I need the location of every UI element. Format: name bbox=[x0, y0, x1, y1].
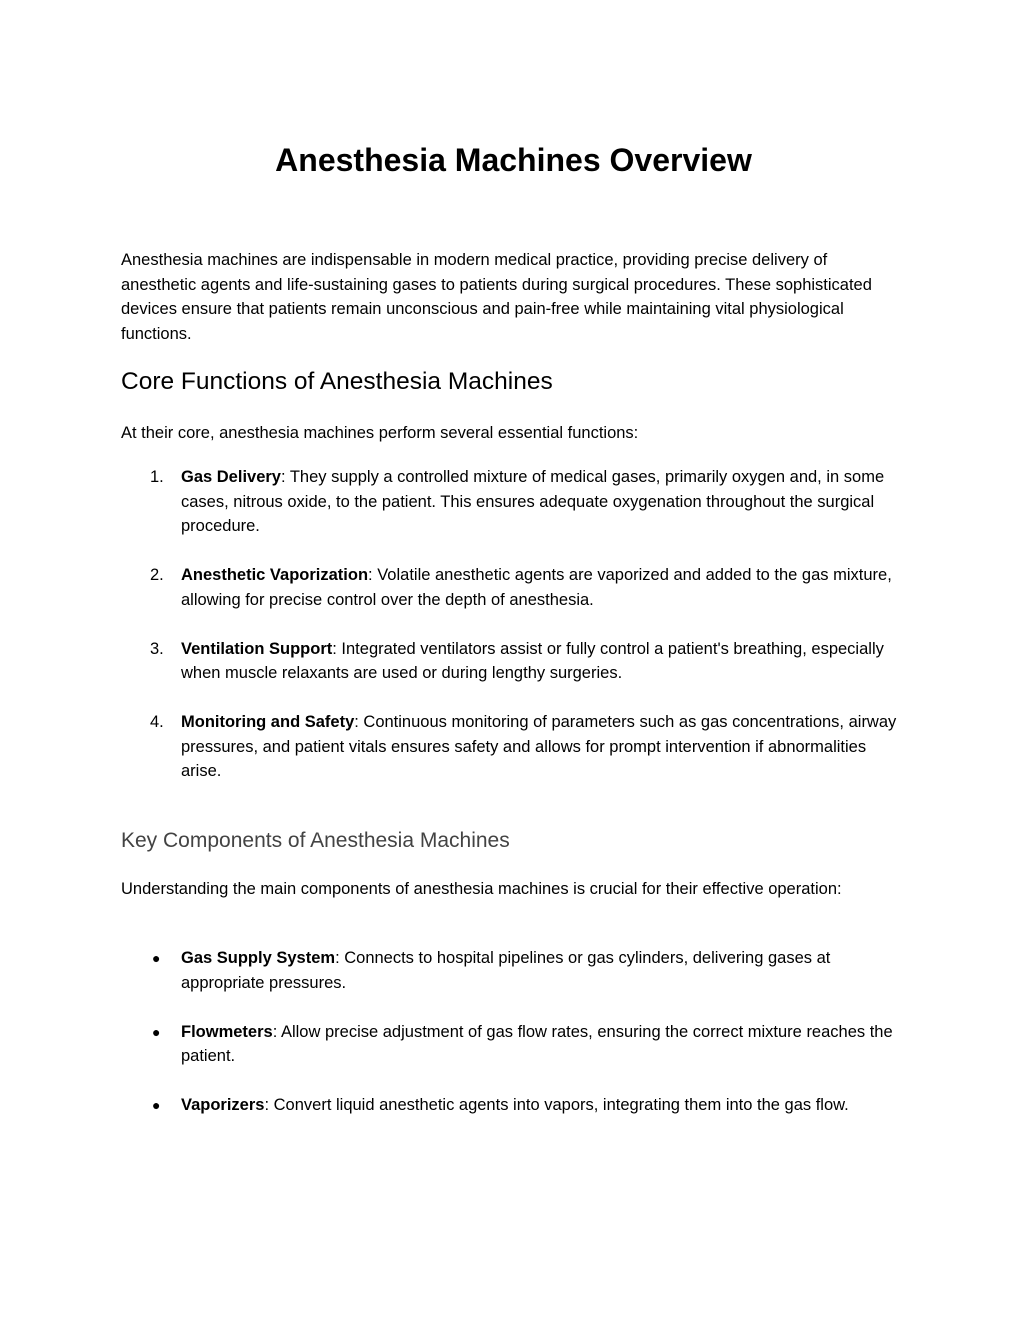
document-title: Anesthesia Machines Overview bbox=[275, 142, 752, 178]
section-lead-core-functions: At their core, anesthesia machines perform several essential functions: bbox=[121, 424, 639, 442]
intro-paragraph: Anesthesia machines are indispensable in modern medical practice, providing precise delivery of anesthetic agents and life-sustaining gases to patients during surgical procedures. These sophisticated devices ensure that patients remain unconscious and pain-free while maintaining vital physiological functions. bbox=[121, 251, 872, 343]
list-item-term: Anesthetic Vaporization bbox=[181, 566, 369, 584]
bullet-icon: ● bbox=[152, 950, 161, 966]
list-item-term: Ventilation Support bbox=[181, 639, 333, 658]
list-item bbox=[121, 563, 906, 612]
list-item bbox=[121, 1020, 906, 1069]
list-item bbox=[121, 465, 906, 539]
list-item-text: : Allow precise adjustment of gas flow rates, ensuring the correct mixture reaches the patient. bbox=[181, 1022, 893, 1065]
list-item-term: Gas Supply System bbox=[181, 949, 336, 967]
list-item bbox=[121, 637, 906, 686]
list-item-text: : Integrated ventilators assist or fully control a patient's breathing, especially when muscle relaxants are used or during lengthy surgeries. bbox=[181, 639, 884, 682]
list-item-text: : Volatile anesthetic agents are vaporized and added to the gas mixture, allowing for precise control over the depth of anesthesia. bbox=[181, 566, 892, 609]
key-components-list bbox=[121, 946, 906, 1142]
section-lead-key-components: Understanding the main components of anesthesia machines is crucial for their effective operation: bbox=[121, 880, 842, 898]
core-functions-list bbox=[121, 465, 906, 808]
list-marker: 1. bbox=[150, 468, 164, 486]
list-marker: 3. bbox=[150, 639, 164, 658]
list-item-text: : They supply a controlled mixture of medical gases, primarily oxygen and, in some cases, nitrous oxide, to the patient. This ensures adequate oxygenation throughout the surgical procedure. bbox=[181, 468, 885, 535]
section-heading-key-components: Key Components of Anesthesia Machines bbox=[121, 829, 510, 852]
list-item-term: Flowmeters bbox=[181, 1022, 273, 1041]
list-marker: 4. bbox=[150, 713, 164, 731]
section-heading-core-functions: Core Functions of Anesthesia Machines bbox=[121, 368, 553, 395]
list-item-text: : Continuous monitoring of parameters such as gas concentrations, airway pressures, and patient vitals ensures safety and allows for prompt intervention if abnormalities arise. bbox=[181, 713, 897, 780]
bullet-icon: ● bbox=[152, 1097, 161, 1113]
list-item bbox=[121, 946, 906, 995]
list-marker: 2. bbox=[150, 566, 164, 584]
list-item-text: : Connects to hospital pipelines or gas cylinders, delivering gases at appropriate pressures. bbox=[181, 949, 831, 992]
list-item-text: : Convert liquid anesthetic agents into vapors, integrating them into the gas flow. bbox=[264, 1096, 849, 1114]
bullet-icon: ● bbox=[152, 1023, 161, 1040]
list-item-term: Monitoring and Safety bbox=[181, 713, 355, 731]
list-item bbox=[121, 710, 906, 784]
list-item-term: Vaporizers bbox=[181, 1096, 265, 1114]
list-item bbox=[121, 1093, 906, 1118]
list-item-term: Gas Delivery bbox=[181, 468, 281, 486]
